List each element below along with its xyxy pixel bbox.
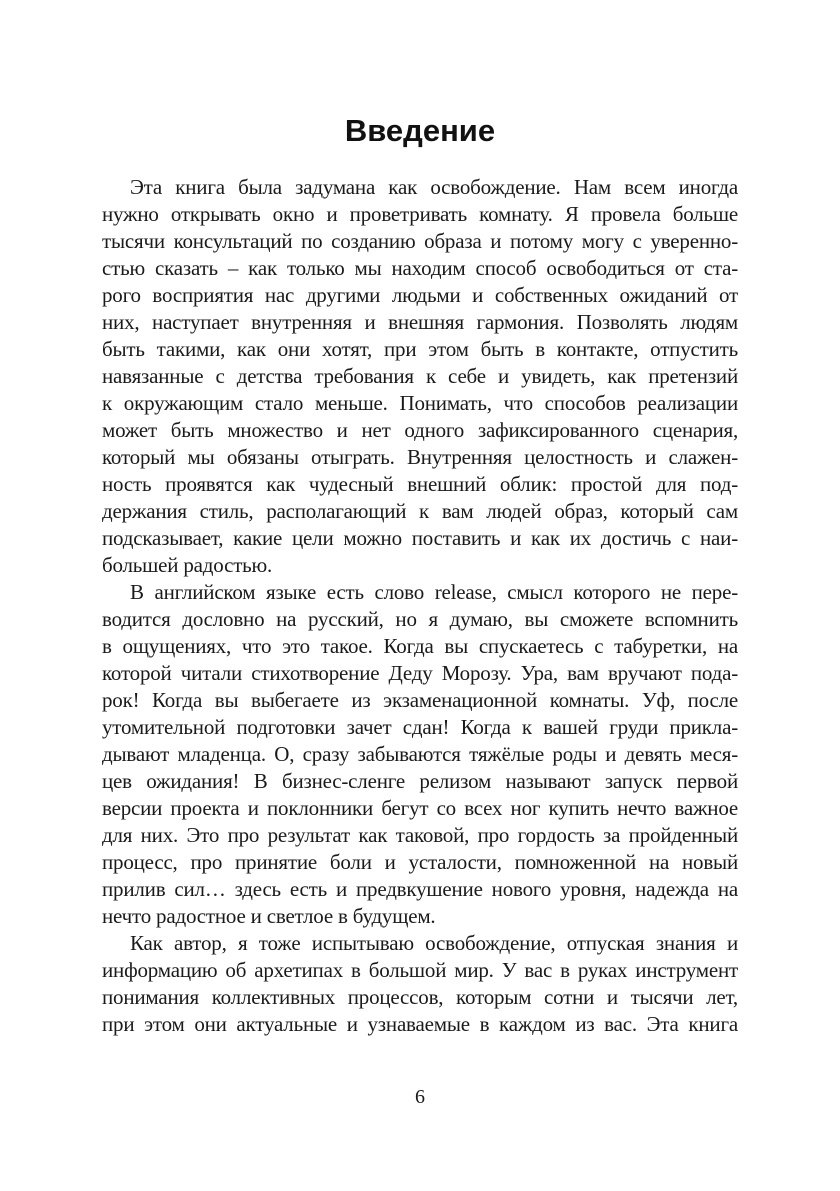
- text-line: подсказывает, какие цели можно поставить и как их достичь с наи-: [102, 526, 738, 550]
- text-line: держания стиль, располагающий к вам людей образ, который сам: [102, 499, 738, 523]
- body-text: [102, 174, 738, 1038]
- text-line: которой читали стихотворение Деду Морозу. Ура, вам вручают пода-: [102, 661, 738, 685]
- text-line: ность проявятся как чудесный внешний облик: простой для под-: [102, 472, 738, 496]
- text-line: для них. Это про результат как таковой, про гордость за пройденный: [102, 823, 738, 847]
- page-title: Введение: [344, 113, 496, 148]
- text-line: них, наступает внутренняя и внешняя гармония. Позволять людям: [102, 310, 738, 334]
- text-line: цев ожидания! В бизнес-сленге релизом называют запуск первой: [102, 769, 738, 793]
- text-line: информацию об архетипах в большой мир. У вас в руках инструмент: [102, 958, 738, 982]
- paragraph: [102, 174, 738, 579]
- paragraph: [102, 930, 738, 1038]
- text-line: прилив сил… здесь есть и предвкушение нового уровня, надежда на: [102, 877, 738, 901]
- text-line: к окружающим стало меньше. Понимать, что способов реализации: [102, 391, 738, 415]
- text-line: тысячи консультаций по созданию образа и потому могу с уверенно-: [102, 229, 738, 253]
- text-line: рого восприятия нас другими людьми и собственных ожиданий от: [102, 283, 738, 307]
- text-line: при этом они актуальные и узнаваемые в каждом из вас. Эта книга: [102, 1012, 738, 1036]
- text-line: водится дословно на русский, но я думаю, вы сможете вспомнить: [102, 607, 738, 631]
- text-line: В английском языке есть слово release, смысл которого не пере-: [130, 580, 738, 604]
- text-line: понимания коллективных процессов, которым сотни и тысячи лет,: [102, 985, 738, 1009]
- text-line: который мы обязаны отыграть. Внутренняя целостность и слажен-: [102, 445, 738, 469]
- text-line: может быть множество и нет одного зафиксированного сценария,: [102, 418, 738, 442]
- text-line: в ощущениях, что это такое. Когда вы спускаетесь с табуретки, на: [102, 634, 738, 658]
- text-line: Как автор, я тоже испытываю освобождение, отпуская знания и: [130, 931, 738, 955]
- paragraph: [102, 579, 738, 930]
- page-number: 6: [415, 1086, 425, 1108]
- text-line: быть такими, как они хотят, при этом быть в контакте, отпустить: [102, 337, 738, 361]
- text-line: утомительной подготовки зачет сдан! Когда к вашей груди прикла-: [102, 715, 738, 739]
- text-line: навязанные с детства требования к себе и увидеть, как претензий: [102, 364, 738, 388]
- text-line: стью сказать – как только мы находим способ освободиться от ста-: [102, 256, 738, 280]
- text-line: нечто радостное и светлое в будущем.: [102, 904, 436, 928]
- text-line: рок! Когда вы выбегаете из экзаменационной комнаты. Уф, после: [102, 688, 738, 712]
- text-line: большей радостью.: [102, 553, 273, 577]
- text-line: Эта книга была задумана как освобождение. Нам всем иногда: [130, 175, 738, 199]
- text-line: нужно открывать окно и проветривать комнату. Я провела больше: [102, 202, 738, 226]
- text-line: дывают младенца. О, сразу забываются тяжёлые роды и девять меся-: [102, 742, 738, 766]
- text-line: процесс, про принятие боли и усталости, помноженной на новый: [102, 850, 738, 874]
- text-line: версии проекта и поклонники бегут со всех ног купить нечто важное: [102, 796, 738, 820]
